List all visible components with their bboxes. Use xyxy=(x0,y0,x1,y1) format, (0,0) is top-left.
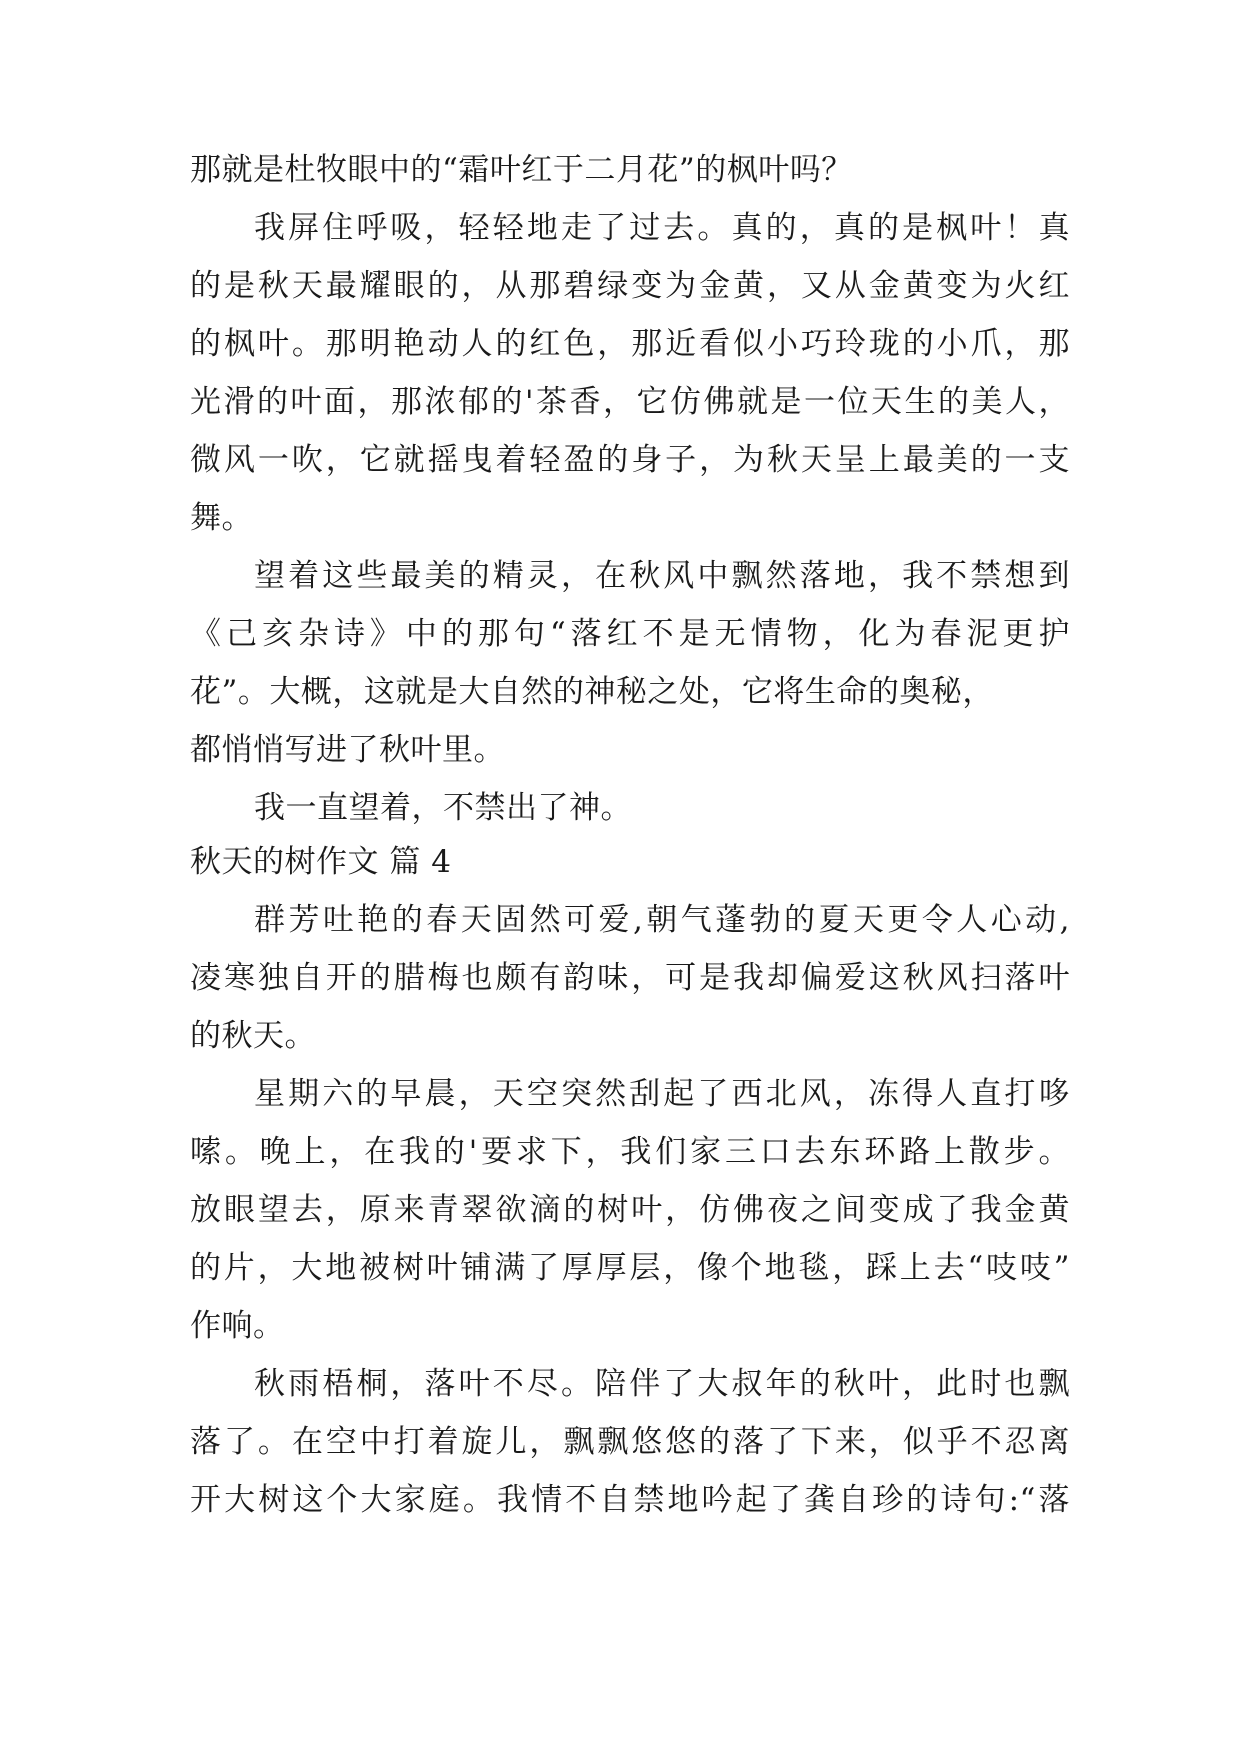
text-line: 的片，大地被树叶铺满了厚厚层，像个地毯，踩上去“吱吱” xyxy=(190,1250,1070,1286)
text-line: 的枫叶。那明艳动人的红色，那近看似小巧玲珑的小爪，那 xyxy=(190,326,1070,362)
text-line: 放眼望去，原来青翠欲滴的树叶，仿佛夜之间变成了我金黄 xyxy=(190,1192,1070,1228)
paragraph-first-line: 望着这些最美的精灵，在秋风中飘然落地，我不禁想到 xyxy=(254,558,1070,594)
text-line: 嗦。晚上，在我的'要求下，我们家三口去东环路上散步。 xyxy=(190,1134,1070,1170)
text-line: 凌寒独自开的腊梅也颇有韵味，可是我却偏爱这秋风扫落叶 xyxy=(190,960,1070,996)
text-line: 都悄悄写进了秋叶里。 xyxy=(190,732,505,768)
text-line: 作响。 xyxy=(190,1308,285,1344)
paragraph-first-line: 秋雨梧桐，落叶不尽。陪伴了大叔年的秋叶，此时也飘 xyxy=(254,1366,1070,1402)
text-line: 花”。大概，这就是大自然的神秘之处，它将生命的奥秘， xyxy=(190,674,994,710)
paragraph-first-line: 群芳吐艳的春天固然可爱,朝气蓬勃的夏天更令人心动, xyxy=(254,902,1070,938)
text-line: 《己亥杂诗》中的那句“落红不是无情物，化为春泥更护 xyxy=(190,616,1070,652)
section-heading: 秋天的树作文 篇 4 xyxy=(190,844,452,880)
text-line: 那就是杜牧眼中的“霜叶红于二月花”的枫叶吗？ xyxy=(190,152,853,188)
text-line: 微风一吹，它就摇曳着轻盈的身子，为秋天呈上最美的一支 xyxy=(190,442,1070,478)
paragraph-first-line: 星期六的早晨，天空突然刮起了西北风，冻得人直打哆 xyxy=(254,1076,1070,1112)
paragraph-first-line: 我一直望着，不禁出了神。 xyxy=(254,790,632,826)
text-line: 光滑的叶面，那浓郁的'茶香，它仿佛就是一位天生的美人， xyxy=(190,384,1070,420)
paragraph-first-line: 我屏住呼吸，轻轻地走了过去。真的，真的是枫叶！真 xyxy=(254,210,1070,246)
text-line: 舞。 xyxy=(190,500,253,536)
text-line: 的是秋天最耀眼的，从那碧绿变为金黄，又从金黄变为火红 xyxy=(190,268,1070,304)
text-line: 落了。在空中打着旋儿，飘飘悠悠的落了下来，似乎不忍离 xyxy=(190,1424,1070,1460)
text-line: 开大树这个大家庭。我情不自禁地吟起了龚自珍的诗句:“落 xyxy=(190,1482,1070,1518)
text-line: 的秋天。 xyxy=(190,1018,316,1054)
